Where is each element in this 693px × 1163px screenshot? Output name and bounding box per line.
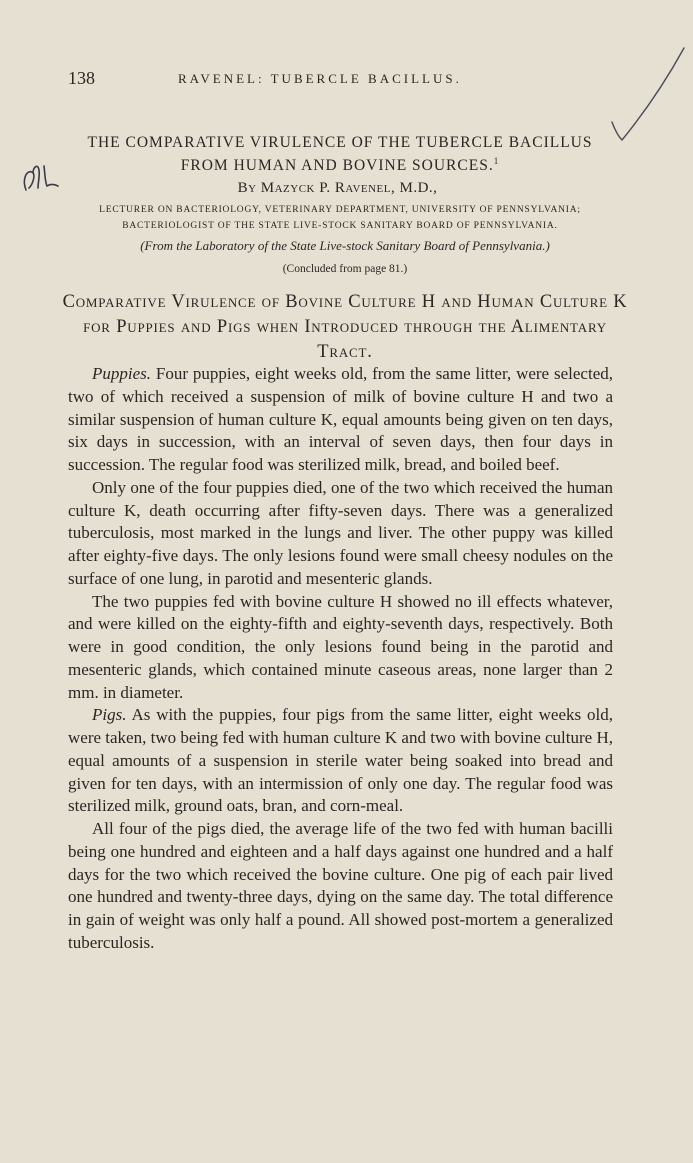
paragraph-text: As with the puppies, four pigs from the same litter, eight weeks old, were taken, two being fed with human culture K and two with bovine culture H, equal amounts of a suspension in sterile water being soaked into bread and given for ten days, with an intermission of only one day. The regular food was sterilized milk, ground oats, bran, and corn-meal. bbox=[68, 705, 613, 816]
paragraph-text: Only one of the four puppies died, one of the two which received the human culture K, death occurring after fifty-seven days. There was a generalized tuberculosis, most marked in the lungs and liver. The other puppy was killed after eighty-five days. The only lesions found were small cheesy nodules on the surface of one lung, in parotid and mesenteric glands. bbox=[68, 477, 613, 588]
body-text bbox=[68, 363, 613, 955]
handwritten-check-mark bbox=[610, 40, 690, 150]
article-title bbox=[70, 133, 610, 175]
footnote-marker: 1 bbox=[493, 156, 500, 166]
paragraph-pig-deaths bbox=[68, 818, 613, 955]
laboratory-note: (From the Laboratory of the State Live-stock Sanitary Board of Pennsylvania.) bbox=[140, 238, 550, 253]
affiliation bbox=[40, 202, 640, 234]
paragraph-text: Four puppies, eight weeks old, from the same litter, were selected, two of which received a suspension of milk of bovine culture H and two a similar suspension of human culture K, equal amounts being given on ten days, six days in succession, with an interval of seven days, then four days in succession. The regular food was sterilized milk, bread, and boiled beef. bbox=[68, 364, 613, 474]
running-head: RAVENEL: TUBERCLE BACILLUS. bbox=[178, 71, 462, 86]
affiliation-line-1: LECTURER ON BACTERIOLOGY, VETERINARY DEPARTMENT, UNIVERSITY OF PENNSYLVANIA; bbox=[99, 205, 581, 215]
page-header bbox=[0, 68, 693, 92]
page-number: 138 bbox=[68, 68, 95, 88]
paragraph-lead: Puppies. bbox=[92, 364, 152, 383]
affiliation-line-2: BACTERIOLOGIST OF THE STATE LIVE-STOCK SANITARY BOARD OF PENNSYLVANIA. bbox=[122, 221, 558, 231]
article-title-text: THE COMPARATIVE VIRULENCE OF THE TUBERCLE BACILLUS FROM HUMAN AND BOVINE SOURCES. bbox=[87, 134, 593, 175]
paragraph-text: All four of the pigs died, the average life of the two fed with human bacilli being one hundred and eighteen and a half days against one hundred and a half days for the two which received the bovine culture. One pig of each pair lived one hundred and twenty-three days, dying on the same day. The total difference in gain of weight was only half a pound. All showed post-mortem a generalized tuberculosis. bbox=[68, 819, 613, 952]
paragraph-text: The two puppies fed with bovine culture H showed no ill effects whatever, and were killed on the eighty-fifth and eighty-seventh days, respectively. Both were in good condition, the only lesions found being in the parotid and mesenteric glands, which contained minute caseous areas, none larger than 2 mm. in diameter. bbox=[68, 591, 613, 702]
paragraph-pigs bbox=[68, 704, 613, 818]
paragraph-human-culture-deaths bbox=[68, 477, 613, 591]
concluded-note: (Concluded from page 81.) bbox=[282, 263, 408, 275]
paragraph-lead: Pigs. bbox=[92, 705, 127, 725]
byline: By Mazyck P. Ravenel, M.D., bbox=[237, 180, 438, 196]
paragraph-bovine-culture-puppies bbox=[68, 591, 613, 705]
handwritten-initials-mark bbox=[20, 158, 64, 198]
paragraph-puppies bbox=[68, 363, 613, 477]
section-heading: Comparative Virulence of Bovine Culture H and Human Culture K for Puppies and Pigs when Introduced through the Alimentary Tract. bbox=[62, 292, 628, 362]
